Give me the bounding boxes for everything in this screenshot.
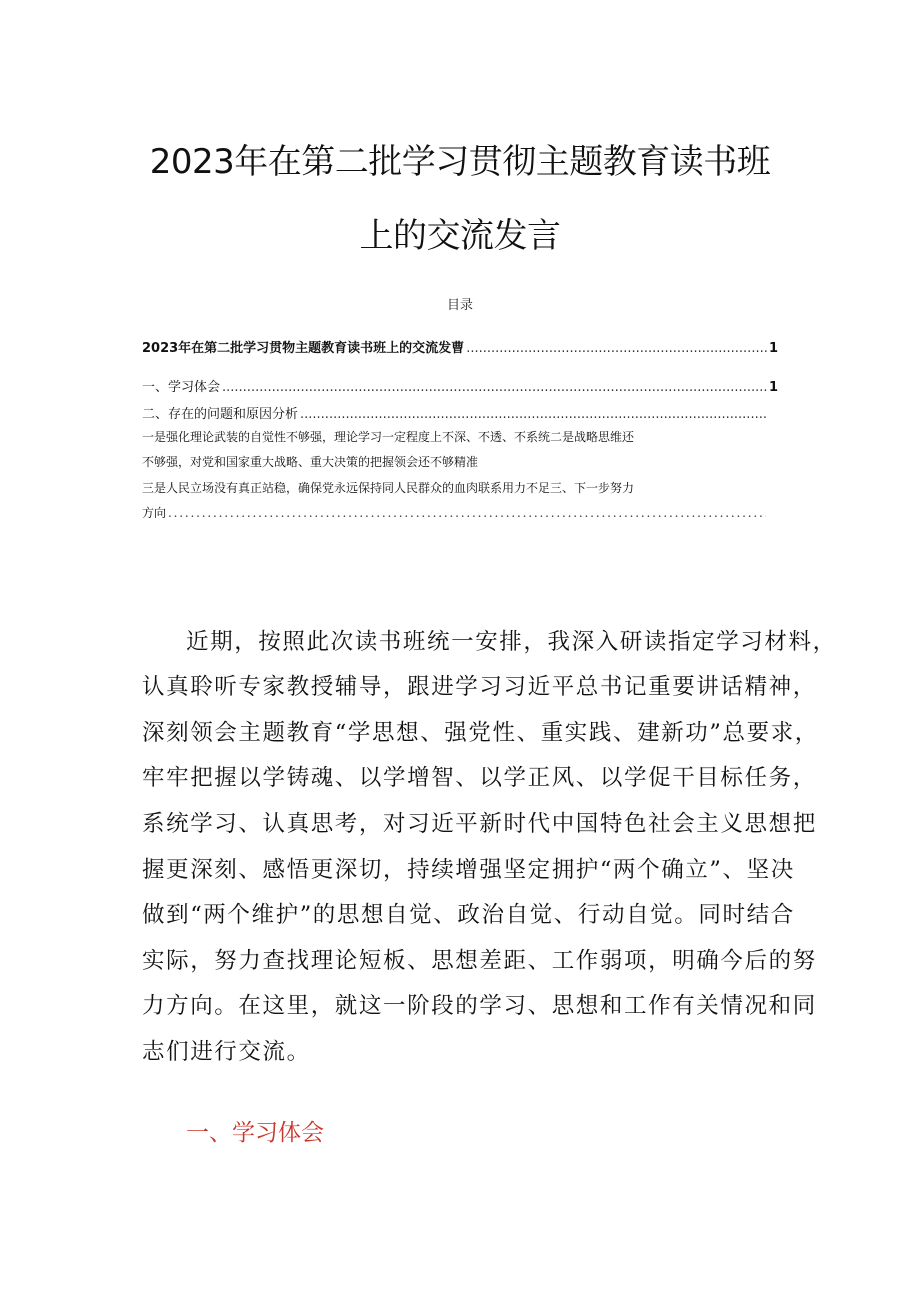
toc-entry-title: 二、存在的问题和原因分析 (142, 407, 299, 422)
paragraph-line: 握更深刻、感悟更深切，持续增强坚定拥护“两个确立”、坚决 (142, 857, 795, 883)
paragraph-line: 深刻领会主题教育“学思想、强党性、重实践、建新功”总要求， (142, 720, 819, 746)
paragraph-line: 近期，按照此次读书班统一安排，我深入研读指定学习材料， (186, 629, 837, 655)
toc-entry-page: 1 (768, 380, 778, 395)
paragraph-line: 系统学习、认真思考，对习近平新时代中国特色社会主义思想把 (142, 811, 817, 837)
document-title-line-1: 2023年在第二批学习贯彻主题教育读书班 (149, 142, 771, 182)
toc-leader-dots (300, 407, 766, 422)
toc-entry-title: 方向 (142, 506, 167, 520)
paragraph-line: 认真聆听专家教授辅导，跟进学习习近平总书记重要讲话精神， (142, 674, 817, 700)
toc-leader-dots (222, 380, 767, 395)
section-heading: 一、学习体会 (186, 1120, 324, 1146)
toc-entry-page: 1 (768, 341, 778, 356)
toc-heading: 目录 (446, 298, 473, 313)
paragraph-line: 志们进行交流。 (142, 1039, 311, 1065)
toc-entry-title: 一、学习体会 (142, 380, 221, 395)
document-title-line-2: 上的交流发言 (359, 216, 561, 256)
toc-entry-title: 2023年在第二批学习贯物主题教育读书班上的交流发曹 (142, 341, 465, 356)
paragraph-line: 牢牢把握以学铸魂、以学增智、以学正风、以学促干目标任务， (142, 765, 817, 791)
paragraph-line: 做到“两个维护”的思想自觉、政治自觉、行动自觉。同时结合 (142, 902, 795, 928)
paragraph-line: 力方向。在这里，就这一阶段的学习、思想和工作有关情况和同 (142, 993, 817, 1019)
toc-leader-dots (168, 506, 766, 520)
toc-sub-line: 一是强化理论武装的自觉性不够强，理论学习一定程度上不深、不透、不系统二是战略思维还 (142, 430, 635, 444)
toc-sub-line: 不够强，对党和国家重大战略、重大决策的把握领会还不够精准 (142, 455, 479, 469)
paragraph-line: 实际，努力查找理论短板、思想差距、工作弱项，明确今后的努 (142, 948, 817, 974)
toc-entry[interactable] (142, 504, 768, 521)
toc-sub-line: 三是人民立场没有真正站稳，确保党永远保持同人民群众的血肉联系用力不足三、下一步努力 (142, 481, 635, 495)
toc-entry[interactable] (142, 337, 778, 356)
toc-entry[interactable] (142, 403, 768, 422)
toc-leader-dots (466, 341, 767, 356)
toc-entry[interactable] (142, 376, 778, 395)
